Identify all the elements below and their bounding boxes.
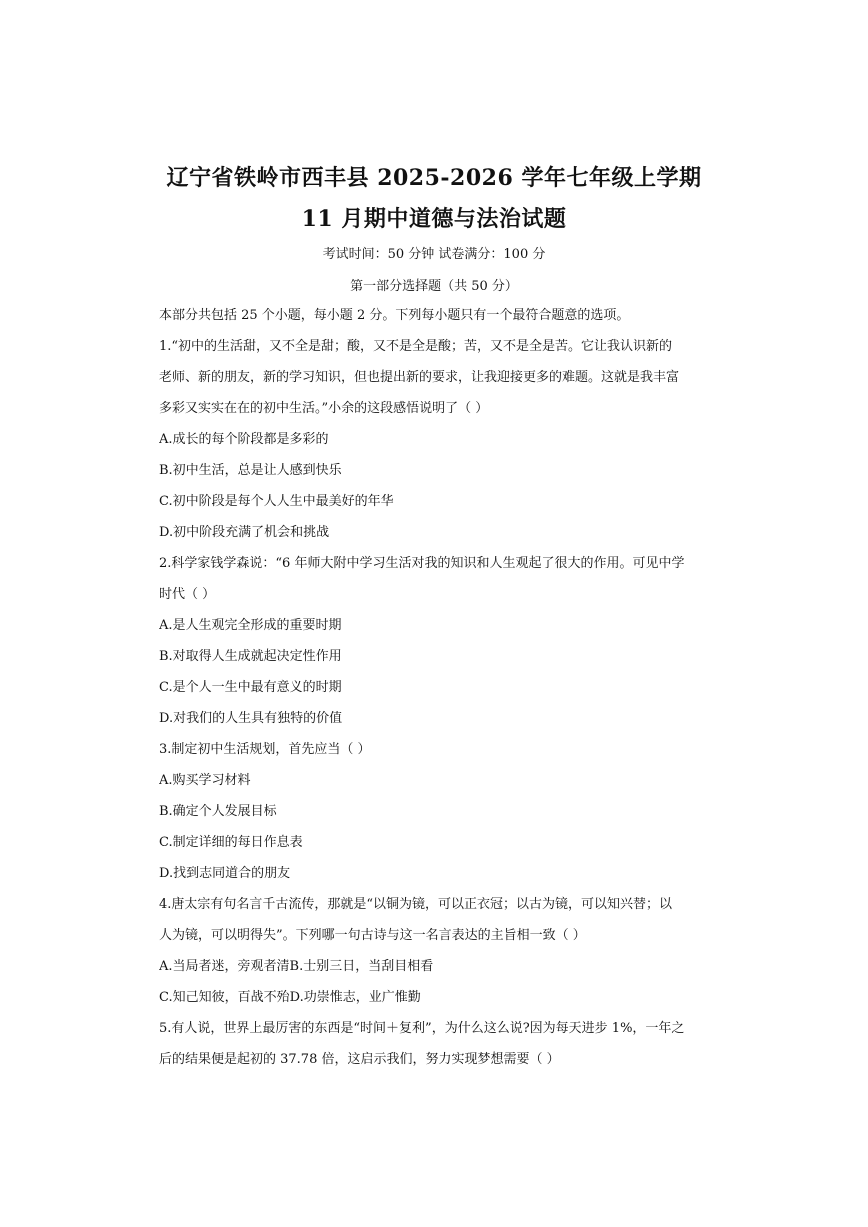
text-line: B.初中生活，总是让人感到快乐: [159, 463, 342, 478]
text-line: A.当局者迷，旁观者清B.士别三日，当刮目相看: [159, 959, 434, 974]
text-line: 1.“初中的生活甜，又不全是甜；酸，又不是全是酸；苦，又不是全是苦。它让我认识新的: [159, 339, 673, 354]
text-line: 2.科学家钱学森说：“6 年师大附中学习生活对我的知识和人生观起了很大的作用。可见中学: [159, 556, 685, 571]
text-line: B.确定个人发展目标: [159, 804, 277, 819]
text-line: 本部分共包括 25 个小题，每小题 2 分。下列每小题只有一个最符合题意的选项。: [159, 308, 630, 323]
text-line: D.找到志同道合的朋友: [159, 866, 291, 881]
exam-info: 考试时间：50 分钟 试卷满分：100 分: [322, 247, 546, 262]
text-line: C.制定详细的每日作息表: [159, 835, 303, 850]
exam-title-line1: 辽宁省铁岭市西丰县 2025-2026 学年七年级上学期: [166, 165, 702, 191]
text-line: 3.制定初中生活规划，首先应当（ ）: [159, 742, 371, 757]
text-line: 老师、新的朋友，新的学习知识，但也提出新的要求，让我迎接更多的难题。这就是我丰富: [159, 370, 680, 385]
text-line: A.购买学习材料: [159, 773, 251, 788]
text-line: A.是人生观完全形成的重要时期: [159, 618, 342, 633]
text-line: B.对取得人生成就起决定性作用: [159, 649, 342, 664]
text-line: D.初中阶段充满了机会和挑战: [159, 525, 330, 540]
text-line: 5.有人说，世界上最厉害的东西是“时间＋复利”，为什么这么说?因为每天进步 1%，一年之: [159, 1021, 685, 1036]
text-line: C.是个人一生中最有意义的时期: [159, 680, 342, 695]
text-line: D.对我们的人生具有独特的价值: [159, 711, 343, 726]
text-line: 4.唐太宗有句名言千古流传，那就是“以铜为镜，可以正衣冠；以古为镜，可以知兴替；以: [159, 897, 673, 912]
exam-title-line2: 11 月期中道德与法治试题: [301, 206, 567, 232]
question-body: [159, 300, 713, 1075]
text-line: 时代（ ）: [159, 587, 216, 602]
section-title: 第一部分选择题（共 50 分）: [350, 279, 518, 294]
text-line: C.初中阶段是每个人人生中最美好的年华: [159, 494, 394, 509]
text-line: 多彩又实实在在的初中生活。”小余的这段感悟说明了（ ）: [159, 401, 489, 416]
text-line: C.知己知彼，百战不殆D.功崇惟志，业广惟勤: [159, 990, 421, 1005]
text-line: 后的结果便是起初的 37.78 倍，这启示我们，努力实现梦想需要（ ）: [159, 1052, 560, 1067]
text-line: 人为镜，可以明得失”。下列哪一句古诗与这一名言表达的主旨相一致（ ）: [159, 928, 586, 943]
text-line: A.成长的每个阶段都是多彩的: [159, 432, 329, 447]
